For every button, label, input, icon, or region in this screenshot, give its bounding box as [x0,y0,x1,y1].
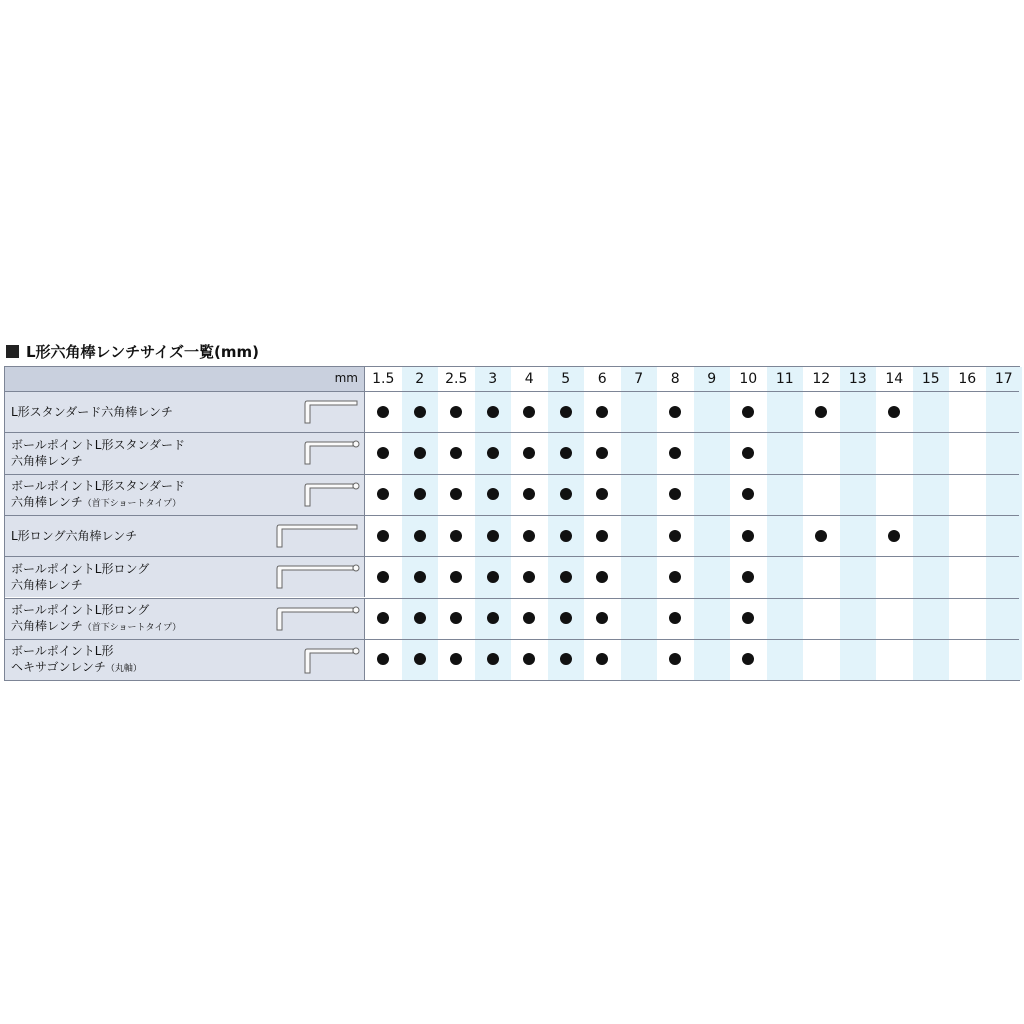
availability-dot [487,447,499,459]
size-header: 5 [561,371,571,387]
availability-dot [523,406,535,418]
availability-dot [414,530,426,542]
table-row [5,391,365,432]
product-name-line1: ボールポイントL形 [11,643,114,658]
availability-dot [377,406,389,418]
product-name-line2-text: 六角棒レンチ [11,454,83,469]
availability-dot [596,530,608,542]
size-column-bg [949,367,986,680]
square-bullet-icon [6,345,19,358]
availability-dot [888,530,900,542]
row-divider [365,598,1019,599]
ball-point-standard-wrench-icon [302,438,360,470]
product-name-line2-text: 六角棒レンチ [11,494,83,509]
product-note: （丸軸） [105,663,142,674]
product-name [11,437,185,469]
product-name-line2-text: 六角棒レンチ [11,578,83,593]
availability-dot [523,571,535,583]
product-name-line1: L形スタンダード六角棒レンチ [11,405,173,420]
ball-point-long-short-wrench-icon [274,604,360,636]
product-name [11,561,149,593]
product-note: （首下ショートタイプ） [82,498,182,509]
availability-dot [815,530,827,542]
size-column-bg [840,367,877,680]
size-column-bg [913,367,950,680]
size-table [4,366,1020,681]
availability-dot [596,406,608,418]
size-header: 15 [921,371,940,387]
ball-point-hexagon-wrench-icon [302,645,360,677]
product-name-line1: L形ロング六角棒レンチ [11,529,138,544]
size-header: 2.5 [445,371,468,387]
unit-label: mm [334,371,358,385]
product-name-line1: ボールポイントL形ロング [11,562,150,577]
product-note: （首下ショートタイプ） [82,622,182,633]
availability-dot [487,488,499,500]
availability-dot [487,406,499,418]
l-long-wrench-icon [274,521,360,553]
product-name [11,404,173,420]
table-row [5,598,365,639]
product-name-line2 [11,494,185,512]
size-header: 17 [994,371,1013,387]
product-name-line2 [11,618,181,636]
availability-dot [669,530,681,542]
availability-dot [414,447,426,459]
header-label-cell [5,367,365,391]
product-name-line2 [11,453,185,469]
product-name [11,478,185,512]
product-name-line2-text: ヘキサゴンレンチ [11,659,106,674]
availability-dot [596,571,608,583]
row-divider [365,474,1019,475]
availability-dot [414,488,426,500]
l-standard-wrench-icon [302,397,360,429]
size-header: 4 [524,371,534,387]
availability-dot [450,530,462,542]
availability-dot [560,488,572,500]
size-header: 16 [958,371,977,387]
availability-dot [669,571,681,583]
availability-dot [450,406,462,418]
availability-dot [560,447,572,459]
product-name [11,643,142,677]
availability-dot [669,406,681,418]
size-column-bg [986,367,1023,680]
row-divider [365,639,1019,640]
product-name [11,602,181,636]
size-header: 6 [597,371,607,387]
product-name [11,528,137,544]
availability-dot [560,571,572,583]
product-name-line1: ボールポイントL形スタンダード [11,478,185,493]
availability-dot [414,571,426,583]
size-header: 9 [707,371,717,387]
size-header: 13 [848,371,867,387]
size-header: 3 [488,371,498,387]
availability-dot [560,530,572,542]
row-divider [365,556,1019,557]
availability-dot [377,530,389,542]
availability-dot [487,530,499,542]
size-column-bg [767,367,804,680]
table-row [5,515,365,556]
availability-dot [377,571,389,583]
product-name-line2-text: 六角棒レンチ [11,618,83,633]
size-header: 7 [634,371,644,387]
size-header: 2 [415,371,425,387]
page-title [6,340,259,362]
table-row [5,474,365,515]
product-name-line1: ボールポイントL形スタンダード [11,438,185,453]
ball-point-long-wrench-icon [274,562,360,594]
availability-dot [560,612,572,624]
product-name-line2 [11,659,142,677]
table-row [5,639,365,680]
size-header: 8 [670,371,680,387]
ball-point-standard-short-wrench-icon [302,480,360,512]
availability-dot [742,406,754,418]
availability-dot [450,571,462,583]
size-header: 11 [775,371,794,387]
availability-dot [414,406,426,418]
row-divider [365,391,1019,392]
availability-dot [742,530,754,542]
table-row [5,432,365,473]
availability-dot [523,530,535,542]
size-header: 10 [739,371,758,387]
product-name-line2 [11,577,149,593]
size-header: 12 [812,371,831,387]
size-column-bg [621,367,658,680]
availability-dot [815,406,827,418]
availability-dot [560,406,572,418]
size-header: 14 [885,371,904,387]
table-row [5,556,365,597]
availability-dot [742,571,754,583]
size-header: 1.5 [372,371,395,387]
availability-dot [487,612,499,624]
availability-dot [487,571,499,583]
availability-dot [888,406,900,418]
row-divider [365,515,1019,516]
title-text: L形六角棒レンチサイズ一覧(mm) [26,342,259,361]
size-column-bg [694,367,731,680]
availability-dot [414,612,426,624]
product-name-line1: ボールポイントL形ロング [11,602,150,617]
row-divider [365,432,1019,433]
